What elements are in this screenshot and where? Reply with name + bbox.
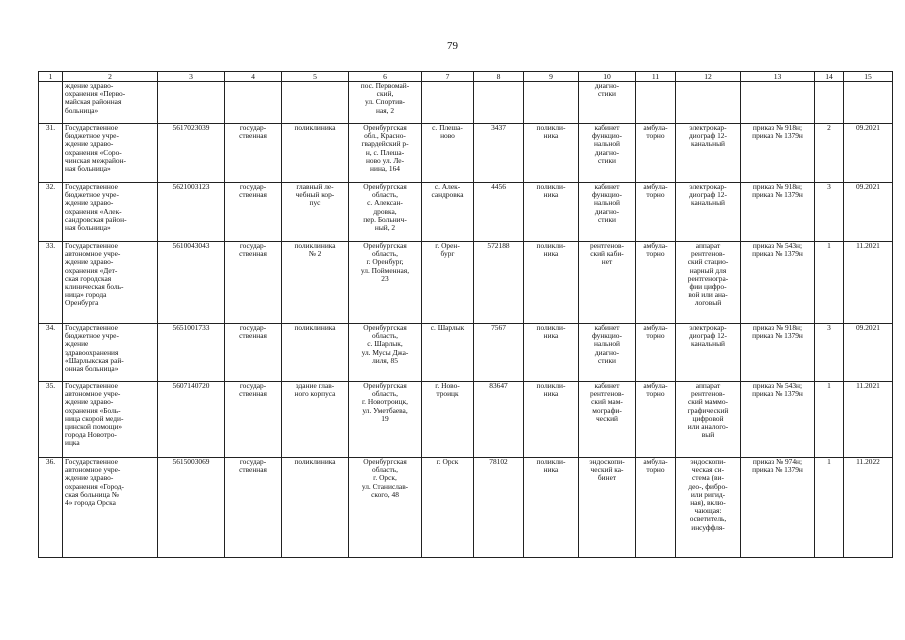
cell-organization: Государственное бюджетное учре- ждение здравоохранения «Шарлыкская рай- онная больница» (63, 324, 158, 382)
page-number: 79 (447, 40, 458, 52)
cell-unit: поликлиника (282, 458, 349, 558)
header-cell: 1 (39, 72, 63, 82)
cell-organization: Государственное бюджетное учре- ждение здраво- охранения «Соро- чинская межрайон- ная больница» (63, 124, 158, 183)
table-row (39, 382, 893, 458)
cell-address: Оренбургская область, г. Орск, ул. Станислав- ского, 48 (349, 458, 422, 558)
header-cell: 12 (676, 72, 741, 82)
cell-equipment: аппарат рентгенов- ский маммо- графический цифровой или аналого- вый (676, 382, 741, 458)
header-cell: 5 (282, 72, 349, 82)
cell-quantity: 3 (815, 183, 844, 242)
table-row (39, 242, 893, 324)
cell-equipment: аппарат рентгенов- ский стацио- нарный для рентгеногра- фии цифро- вой или ана- логовый (676, 242, 741, 324)
cell-date: 11.2022 (844, 458, 893, 558)
cell-department: поликли- ника (524, 183, 579, 242)
cell-organization: Государственное автономное учре- ждение здраво- охранения «Дет- ская городская клиническая боль- ница» города Оренбурга (63, 242, 158, 324)
cell-address: Оренбургская обл., Красно- гвардейский р- н, с. Плешa- ново ул. Ле- нина, 164 (349, 124, 422, 183)
cell-quantity: 2 (815, 124, 844, 183)
cell-organization: Государственное автономное учре- ждение здраво- охранения «Город- ская больница № 4» города Орска (63, 458, 158, 558)
cell-ownership: государ- ственная (225, 124, 282, 183)
cell-inn (158, 82, 225, 124)
cell-ownership: государ- ственная (225, 458, 282, 558)
cell-inn: 5651001733 (158, 324, 225, 382)
cell-department: поликли- ника (524, 242, 579, 324)
cell-organization: Государственное автономное учре- ждение здраво- охранения «Боль- ница скорой меди- цинской помощи» города Новотро- ицка (63, 382, 158, 458)
cell-address: Оренбургская область, с. Шарлык, ул. Мусы Джа- лиля, 85 (349, 324, 422, 382)
cell-care (636, 82, 676, 124)
table-row (39, 183, 893, 242)
cell-department: поликли- ника (524, 124, 579, 183)
cell-department: поликли- ника (524, 458, 579, 558)
cell-order: приказ № 974н; приказ № 1379н (741, 458, 815, 558)
cell-locality: с. Плеша- ново (422, 124, 474, 183)
cell-unit: здание глав- ного корпуса (282, 382, 349, 458)
cell-room: диагно- стики (579, 82, 636, 124)
cell-organization: ждение здраво- охранения «Перво- майская районная больница» (63, 82, 158, 124)
cell-locality: с. Шарлык (422, 324, 474, 382)
cell-ownership: государ- ственная (225, 382, 282, 458)
cell-ownership (225, 82, 282, 124)
cell-department (524, 82, 579, 124)
cell-address: Оренбургская область, г. Новотроицк, ул. Уметбаева, 19 (349, 382, 422, 458)
cell-quantity: 1 (815, 458, 844, 558)
cell-inn: 5610043043 (158, 242, 225, 324)
cell-quantity: 1 (815, 382, 844, 458)
header-cell: 8 (474, 72, 524, 82)
cell-equipment: эндоскопи- ческая си- стема (ви- део-, фибро- или ригид- ная), вклю- чающая: осветитель, инсуффля- (676, 458, 741, 558)
cell-locality: г. Орск (422, 458, 474, 558)
cell-care: амбула- торно (636, 324, 676, 382)
cell-inn: 5607140720 (158, 382, 225, 458)
cell-unit: поликлиника (282, 324, 349, 382)
header-cell: 4 (225, 72, 282, 82)
cell-date (844, 82, 893, 124)
cell-date: 11.2021 (844, 242, 893, 324)
cell-department: поликли- ника (524, 382, 579, 458)
header-cell: 13 (741, 72, 815, 82)
header-cell: 11 (636, 72, 676, 82)
cell-date: 09.2021 (844, 124, 893, 183)
table-row (39, 124, 893, 183)
cell-care: амбула- торно (636, 382, 676, 458)
cell-order: приказ № 918н; приказ № 1379н (741, 124, 815, 183)
cell-population: 7567 (474, 324, 524, 382)
cell-inn: 5617023039 (158, 124, 225, 183)
cell-room: кабинет функцио- нальной диагно- стики (579, 324, 636, 382)
cell-inn: 5621003123 (158, 183, 225, 242)
cell-locality: г. Орен- бург (422, 242, 474, 324)
cell-room: кабинет функцио- нальной диагно- стики (579, 183, 636, 242)
cell-locality (422, 82, 474, 124)
cell-population: 3437 (474, 124, 524, 183)
cell-date: 11.2021 (844, 382, 893, 458)
cell-population: 572188 (474, 242, 524, 324)
cell-address: Оренбургская область, г. Оренбург, ул. Пойменная, 23 (349, 242, 422, 324)
cell-date: 09.2021 (844, 324, 893, 382)
cell-population: 78102 (474, 458, 524, 558)
equipment-table (38, 71, 893, 558)
cell-room: рентгенов- ский каби- нет (579, 242, 636, 324)
cell-order: приказ № 918н; приказ № 1379н (741, 183, 815, 242)
header-cell: 6 (349, 72, 422, 82)
cell-order: приказ № 918н; приказ № 1379н (741, 324, 815, 382)
cell-organization: Государственное бюджетное учре- ждение здраво- охранения «Алек- сандровская район- ная больница» (63, 183, 158, 242)
cell-num: 33. (39, 242, 63, 324)
cell-equipment: электрокар- диограф 12- канальный (676, 183, 741, 242)
cell-num: 32. (39, 183, 63, 242)
cell-quantity: 3 (815, 324, 844, 382)
header-cell: 9 (524, 72, 579, 82)
cell-quantity (815, 82, 844, 124)
cell-unit: главный ле- чебный кор- пус (282, 183, 349, 242)
cell-date: 09.2021 (844, 183, 893, 242)
cell-unit: поликлиника (282, 124, 349, 183)
cell-unit: поликлиника № 2 (282, 242, 349, 324)
cell-care: амбула- торно (636, 458, 676, 558)
cell-ownership: государ- ственная (225, 183, 282, 242)
cell-equipment: электрокар- диограф 12- канальный (676, 124, 741, 183)
cell-address: Оренбургская область, с. Алексан- дровка, пер. Больнич- ный, 2 (349, 183, 422, 242)
cell-order: приказ № 543н; приказ № 1379н (741, 382, 815, 458)
cell-care: амбула- торно (636, 124, 676, 183)
cell-num: 35. (39, 382, 63, 458)
cell-care: амбула- торно (636, 242, 676, 324)
cell-ownership: государ- ственная (225, 324, 282, 382)
cell-num: 36. (39, 458, 63, 558)
cell-equipment (676, 82, 741, 124)
cell-room: кабинет функцио- нальной диагно- стики (579, 124, 636, 183)
cell-unit (282, 82, 349, 124)
header-cell: 10 (579, 72, 636, 82)
cell-population: 4456 (474, 183, 524, 242)
cell-room: кабинет рентгенов- ский мам- мографи- ческий (579, 382, 636, 458)
cell-inn: 5615003069 (158, 458, 225, 558)
cell-room: эндоскопи- ческий ка- бинет (579, 458, 636, 558)
header-cell: 14 (815, 72, 844, 82)
cell-order: приказ № 543н; приказ № 1379н (741, 242, 815, 324)
cell-ownership: государ- ственная (225, 242, 282, 324)
header-cell: 2 (63, 72, 158, 82)
header-row (39, 72, 893, 82)
cell-locality: г. Ново- троицк (422, 382, 474, 458)
header-cell: 7 (422, 72, 474, 82)
header-cell: 3 (158, 72, 225, 82)
header-cell: 15 (844, 72, 893, 82)
table-row-continuation (39, 82, 893, 124)
cell-population (474, 82, 524, 124)
cell-num: 34. (39, 324, 63, 382)
cell-equipment: электрокар- диограф 12- канальный (676, 324, 741, 382)
table-row (39, 458, 893, 558)
cell-address: пос. Первомай- ский, ул. Спортив- ная, 2 (349, 82, 422, 124)
cell-quantity: 1 (815, 242, 844, 324)
cell-population: 83647 (474, 382, 524, 458)
cell-locality: с. Алек- сандровка (422, 183, 474, 242)
cell-num (39, 82, 63, 124)
cell-order (741, 82, 815, 124)
cell-num: 31. (39, 124, 63, 183)
cell-department: поликли- ника (524, 324, 579, 382)
table-row (39, 324, 893, 382)
cell-care: амбула- торно (636, 183, 676, 242)
